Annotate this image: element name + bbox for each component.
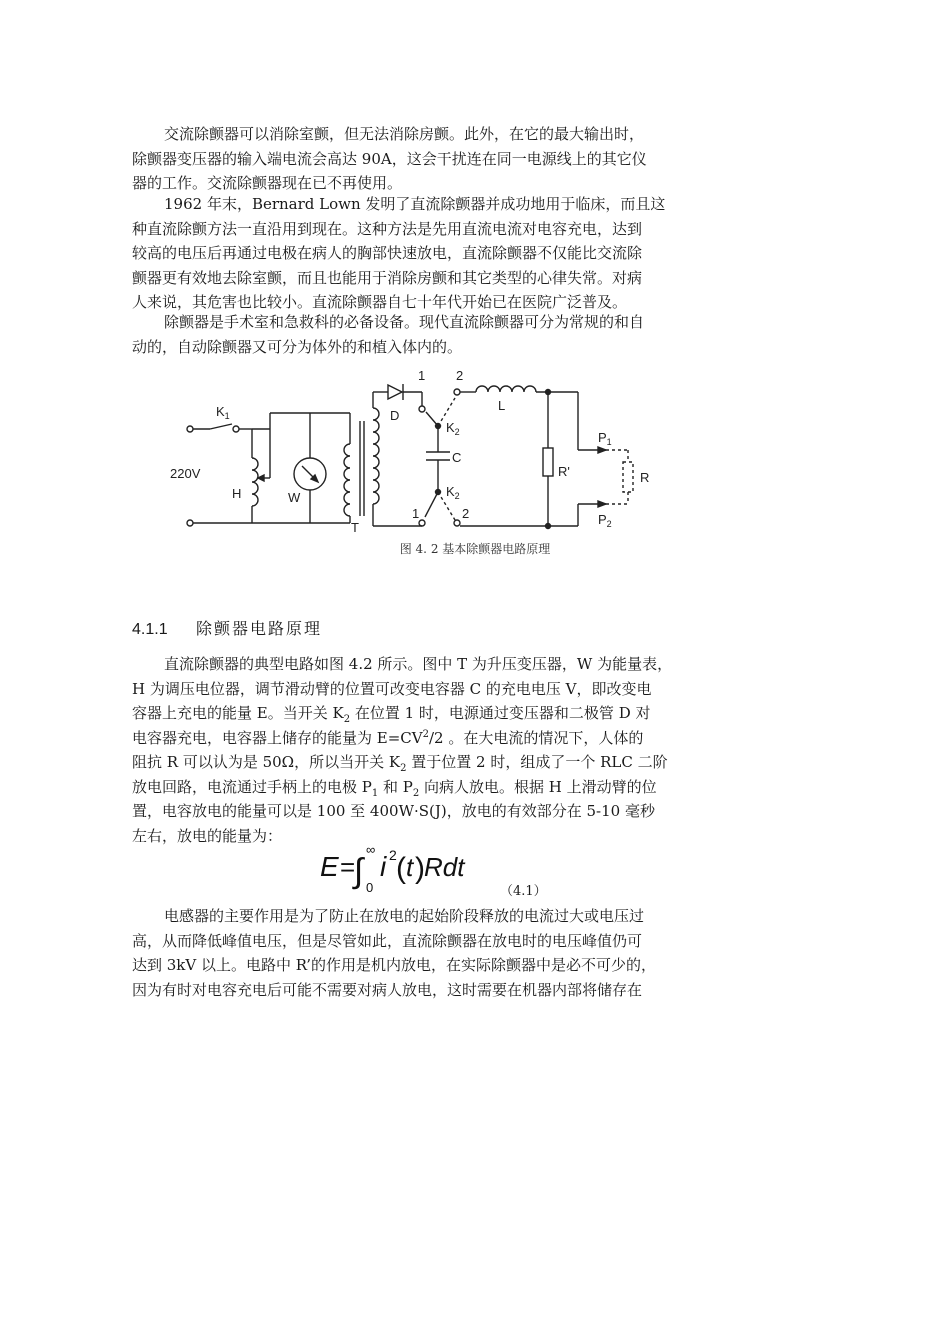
formula-lparen: ( bbox=[396, 852, 406, 885]
section-number: 4.1.1 bbox=[132, 621, 168, 638]
circuit-diagram bbox=[170, 366, 670, 536]
formula-lower-limit: 0 bbox=[366, 880, 374, 894]
text-line: 交流除颤器可以消除室颤，但无法消除房颤。此外，在它的最大输出时， bbox=[164, 125, 645, 143]
label-k2-top: $K_2$ bbox=[446, 420, 460, 437]
transformer-secondary bbox=[373, 408, 379, 504]
paragraph-dc-defibrillator-history bbox=[132, 192, 704, 315]
text-line: 高，从而降低峰值电压，但是尽管如此，直流除颤器在放电时的电压峰值仍可 bbox=[132, 931, 643, 950]
text-line: 1962 年末，Bernard Lown 发明了直流除颤器并成功地用于临床，而且这 bbox=[164, 195, 666, 213]
potentiometer-h-coil bbox=[252, 458, 258, 506]
text-line: 较高的电压后再通过电极在病人的胸部快速放电，直流除颤器不仅能比交流除 bbox=[132, 244, 643, 262]
text-line: 人来说，其危害也比较小。直流除颤器自七十年代开始已在医院广泛普及。 bbox=[132, 293, 628, 311]
energy-formula bbox=[318, 838, 468, 894]
switch-k1 bbox=[210, 424, 232, 429]
text-line: 容器上充电的能量 E。当开关 $K_2$ 在位置 1 时，电源通过变压器和二极管 D 对 bbox=[132, 704, 651, 725]
text-line: 放电回路，电流通过手柄上的电极 $P_1$ 和 $P_2$ 向病人放电。根据 H 上滑动臂的位 bbox=[132, 777, 657, 799]
section-title: 除颤器电路原理 bbox=[196, 619, 323, 638]
input-terminal-bottom bbox=[187, 520, 193, 526]
label-t: T bbox=[351, 520, 359, 535]
formula-i: i bbox=[380, 851, 387, 882]
input-terminal-top bbox=[187, 426, 193, 432]
formula-lhs: E bbox=[320, 851, 339, 882]
label-pos1-top: 1 bbox=[418, 368, 426, 383]
paragraph-circuit-description bbox=[132, 652, 704, 848]
label-d: D bbox=[390, 408, 400, 423]
text-line: H 为调压电位器，调节滑动臂的位置可改变电容器 C 的充电电压 V，即改变电 bbox=[132, 679, 652, 698]
patient-resistance-r bbox=[623, 462, 633, 492]
paragraph-inductor-role bbox=[132, 904, 704, 1002]
formula-t: t bbox=[406, 852, 414, 882]
text-line: 动的，自动除颤器又可分为体外的和植入体内的。 bbox=[132, 337, 463, 356]
label-pos2-top: 2 bbox=[456, 368, 464, 383]
inductor-l bbox=[476, 386, 536, 392]
text-line: 左右，放电的能量为： bbox=[132, 826, 283, 845]
text-line: 电感器的主要作用是为了防止在放电的起始阶段释放的电流过大或电压过 bbox=[164, 907, 645, 925]
label-c: C bbox=[452, 450, 462, 465]
label-h: H bbox=[232, 486, 242, 501]
paragraph-defibrillator-types bbox=[132, 310, 704, 359]
switch-k2-bottom bbox=[425, 492, 438, 517]
text-line: 因为有时对电容充电后可能不需要对病人放电，这时需要在机器内部将储存在 bbox=[132, 980, 643, 999]
label-k2-bottom: $K_2$ bbox=[446, 484, 460, 501]
figure-caption: 图 4. 2 基本除颤器电路原理 bbox=[399, 542, 551, 556]
label-l: L bbox=[498, 398, 506, 413]
diode-d bbox=[388, 385, 402, 399]
text-line: 阻抗 R 可以认为是 50Ω，所以当开关 $K_2$ 置于位置 2 时，组成了一个 RLC 二阶 bbox=[132, 753, 668, 774]
label-pos1-bottom: 1 bbox=[412, 506, 420, 521]
formula-integral: ∫ bbox=[354, 852, 364, 890]
text-line: 达到 3kV 以上。电路中 R’的作用是机内放电，在实际除颤器中是必不可少的， bbox=[132, 956, 657, 974]
formula-rparen: ) bbox=[415, 852, 425, 885]
label-pos2-bottom: 2 bbox=[462, 506, 470, 521]
label-w: W bbox=[288, 490, 301, 505]
text-line: 器的工作。交流除颤器现在已不再使用。 bbox=[132, 174, 403, 192]
text-line: 除颤器变压器的输入端电流会高达 90A，这会干扰连在同一电源线上的其它仪 bbox=[132, 149, 647, 168]
resistor-r-prime bbox=[543, 448, 553, 476]
formula-upper-limit: ∞ bbox=[366, 842, 376, 857]
equation-number: （4.1） bbox=[500, 884, 547, 899]
label-p1: $P_1$ bbox=[598, 430, 612, 447]
formula-power: 2 bbox=[389, 847, 397, 863]
text-line: 电容器充电，电容器上储存的能量为 $E=CV^2/2$ 。在大电流的情况下，人体的 bbox=[132, 728, 644, 747]
text-line: 置，电容放电的能量可以是 100 至 400W·S(J)，放电的有效部分在 5-10 毫秒 bbox=[132, 802, 655, 820]
label-r-prime: R' bbox=[558, 464, 570, 479]
transformer-primary bbox=[344, 444, 350, 516]
label-220v: 220V bbox=[170, 466, 201, 481]
formula-equals: = bbox=[340, 852, 356, 882]
formula-rest: Rdt bbox=[424, 852, 465, 882]
text-line: 直流除颤器的典型电路如图 4.2 所示。图中 T 为升压变压器，W 为能量表， bbox=[164, 655, 673, 673]
label-p2: $P_2$ bbox=[598, 512, 612, 529]
label-r: R bbox=[640, 470, 650, 485]
text-line: 种直流除颤方法一直沿用到现在。这种方法是先用直流电流对电容充电，达到 bbox=[132, 219, 643, 238]
text-line: 颤器更有效地去除室颤，而且也能用于消除房颤和其它类型的心律失常。对病 bbox=[132, 268, 643, 287]
text-line: 除颤器是手术室和急救科的必备设备。现代直流除颤器可分为常规的和自 bbox=[164, 313, 645, 331]
section-heading bbox=[132, 616, 322, 639]
paragraph-ac-defibrillator bbox=[132, 122, 704, 196]
label-k1: $K_1$ bbox=[216, 404, 230, 421]
